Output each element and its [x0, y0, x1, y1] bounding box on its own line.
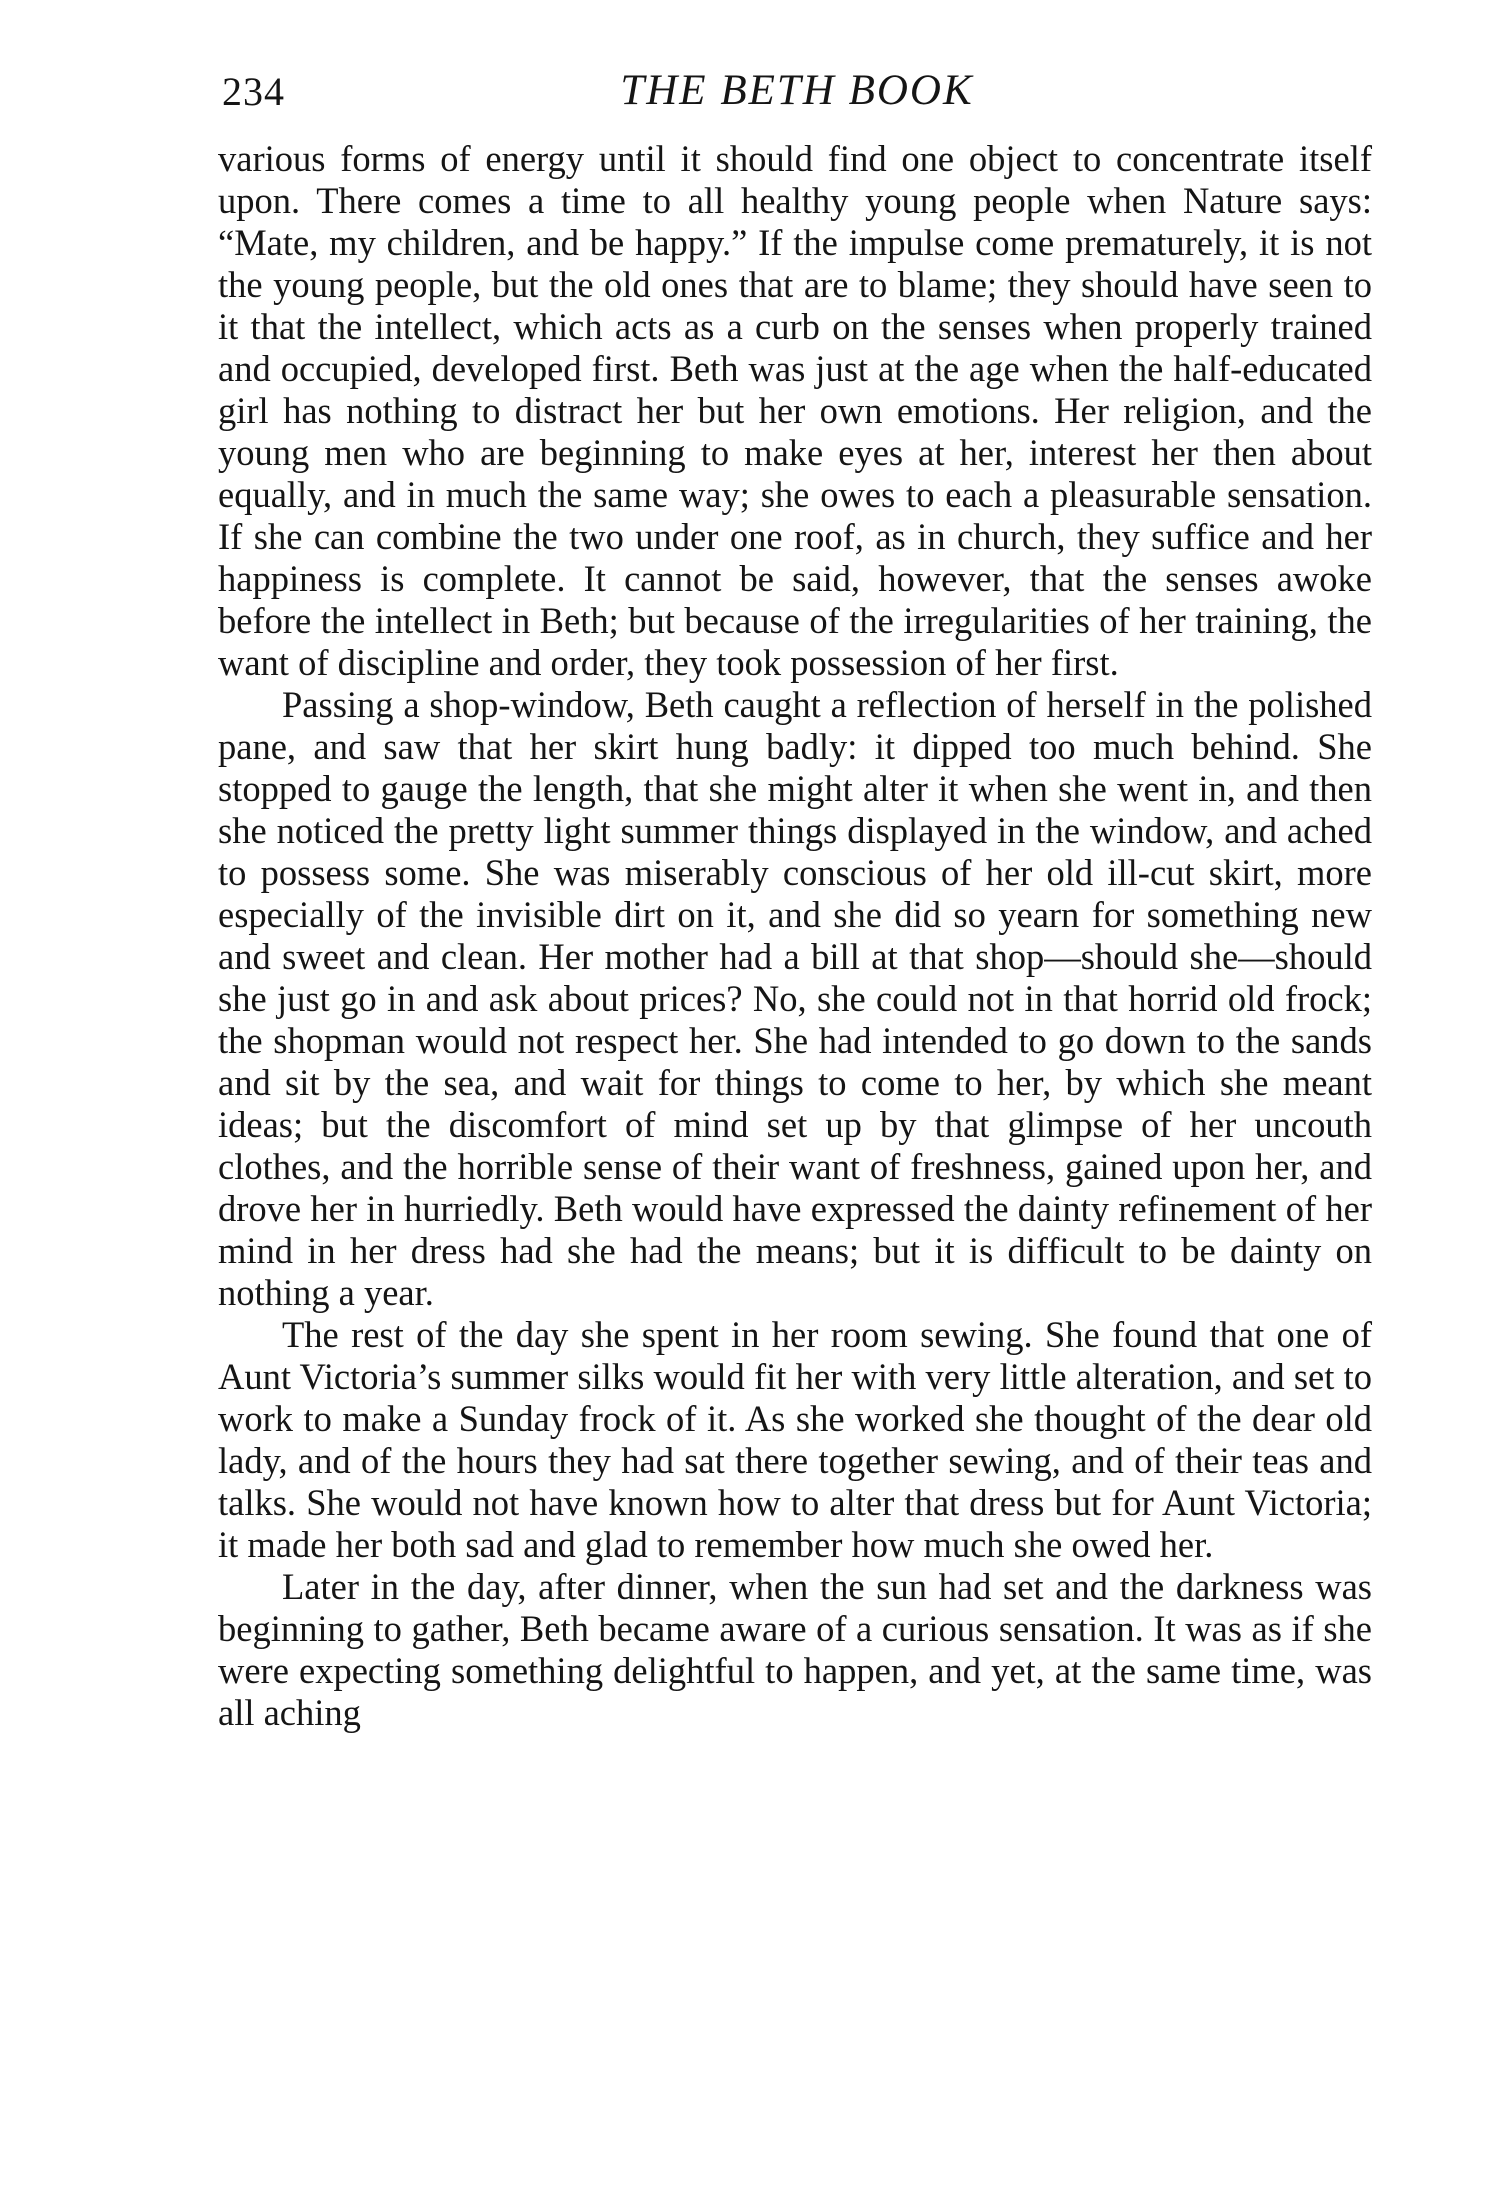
paragraph: The rest of the day she spent in her room sewing. She found that one of Aunt Victoria’s summer silks would fit her with very little alteration, and set to work to make a Sunday frock of it. As she worked she thought of the dear old lady, and of the hours they had sat there together sewing, and of their teas and talks. She would not have known how to alter that dress but for Aunt Victoria; it made her both sad and glad to remember how much she owed her. [218, 1314, 1372, 1565]
running-title: THE BETH BOOK [620, 67, 974, 114]
paragraph: Passing a shop-window, Beth caught a reflection of herself in the polished pane, and saw that her skirt hung badly: it dipped too much behind. She stopped to gauge the length, that she might alter it when she went in, and then she noticed the pretty light summer things displayed in the window, and ached to possess some. She was miserably conscious of her old ill-cut skirt, more especially of the invisible dirt on it, and she did so yearn for something new and sweet and clean. Her mother had a bill at that shop—should she—should she just go in and ask about prices? No, she could not in that horrid old frock; the shopman would not respect her. She had intended to go down to the sands and sit by the sea, and wait for things to come to her, by which she meant ideas; but the discomfort of mind set up by that glimpse of her uncouth clothes, and the horrible sense of their want of freshness, gained upon her, and drove her in hurriedly. Beth would have expressed the dainty refinement of her mind in her dress had she had the means; but it is difficult to be dainty on nothing a year. [218, 684, 1372, 1313]
page-number: 234 [222, 69, 285, 114]
paragraph: various forms of energy until it should find one object to concentrate itself upon. There comes a time to all healthy young people when Nature says: “Mate, my children, and be happy.” If the impulse come prematurely, it is not the young people, but the old ones that are to blame; they should have seen to it that the intellect, which acts as a curb on the senses when properly trained and occupied, developed first. Beth was just at the age when the half-educated girl has nothing to distract her but her own emotions. Her religion, and the young men who are beginning to make eyes at her, interest her then about equally, and in much the same way; she owes to each a pleasurable sensation. If she can combine the two under one roof, as in church, they suffice and her happiness is complete. It cannot be said, however, that the senses awoke before the intellect in Beth; but because of the irregularities of her training, the want of discipline and order, they took possession of her first. [218, 138, 1372, 683]
body-text [218, 138, 1372, 1734]
running-head [222, 58, 1372, 118]
paragraph: Later in the day, after dinner, when the sun had set and the darkness was beginning to gather, Beth became aware of a curious sensation. It was as if she were expecting something delightful to happen, and yet, at the same time, was all aching [218, 1566, 1372, 1733]
